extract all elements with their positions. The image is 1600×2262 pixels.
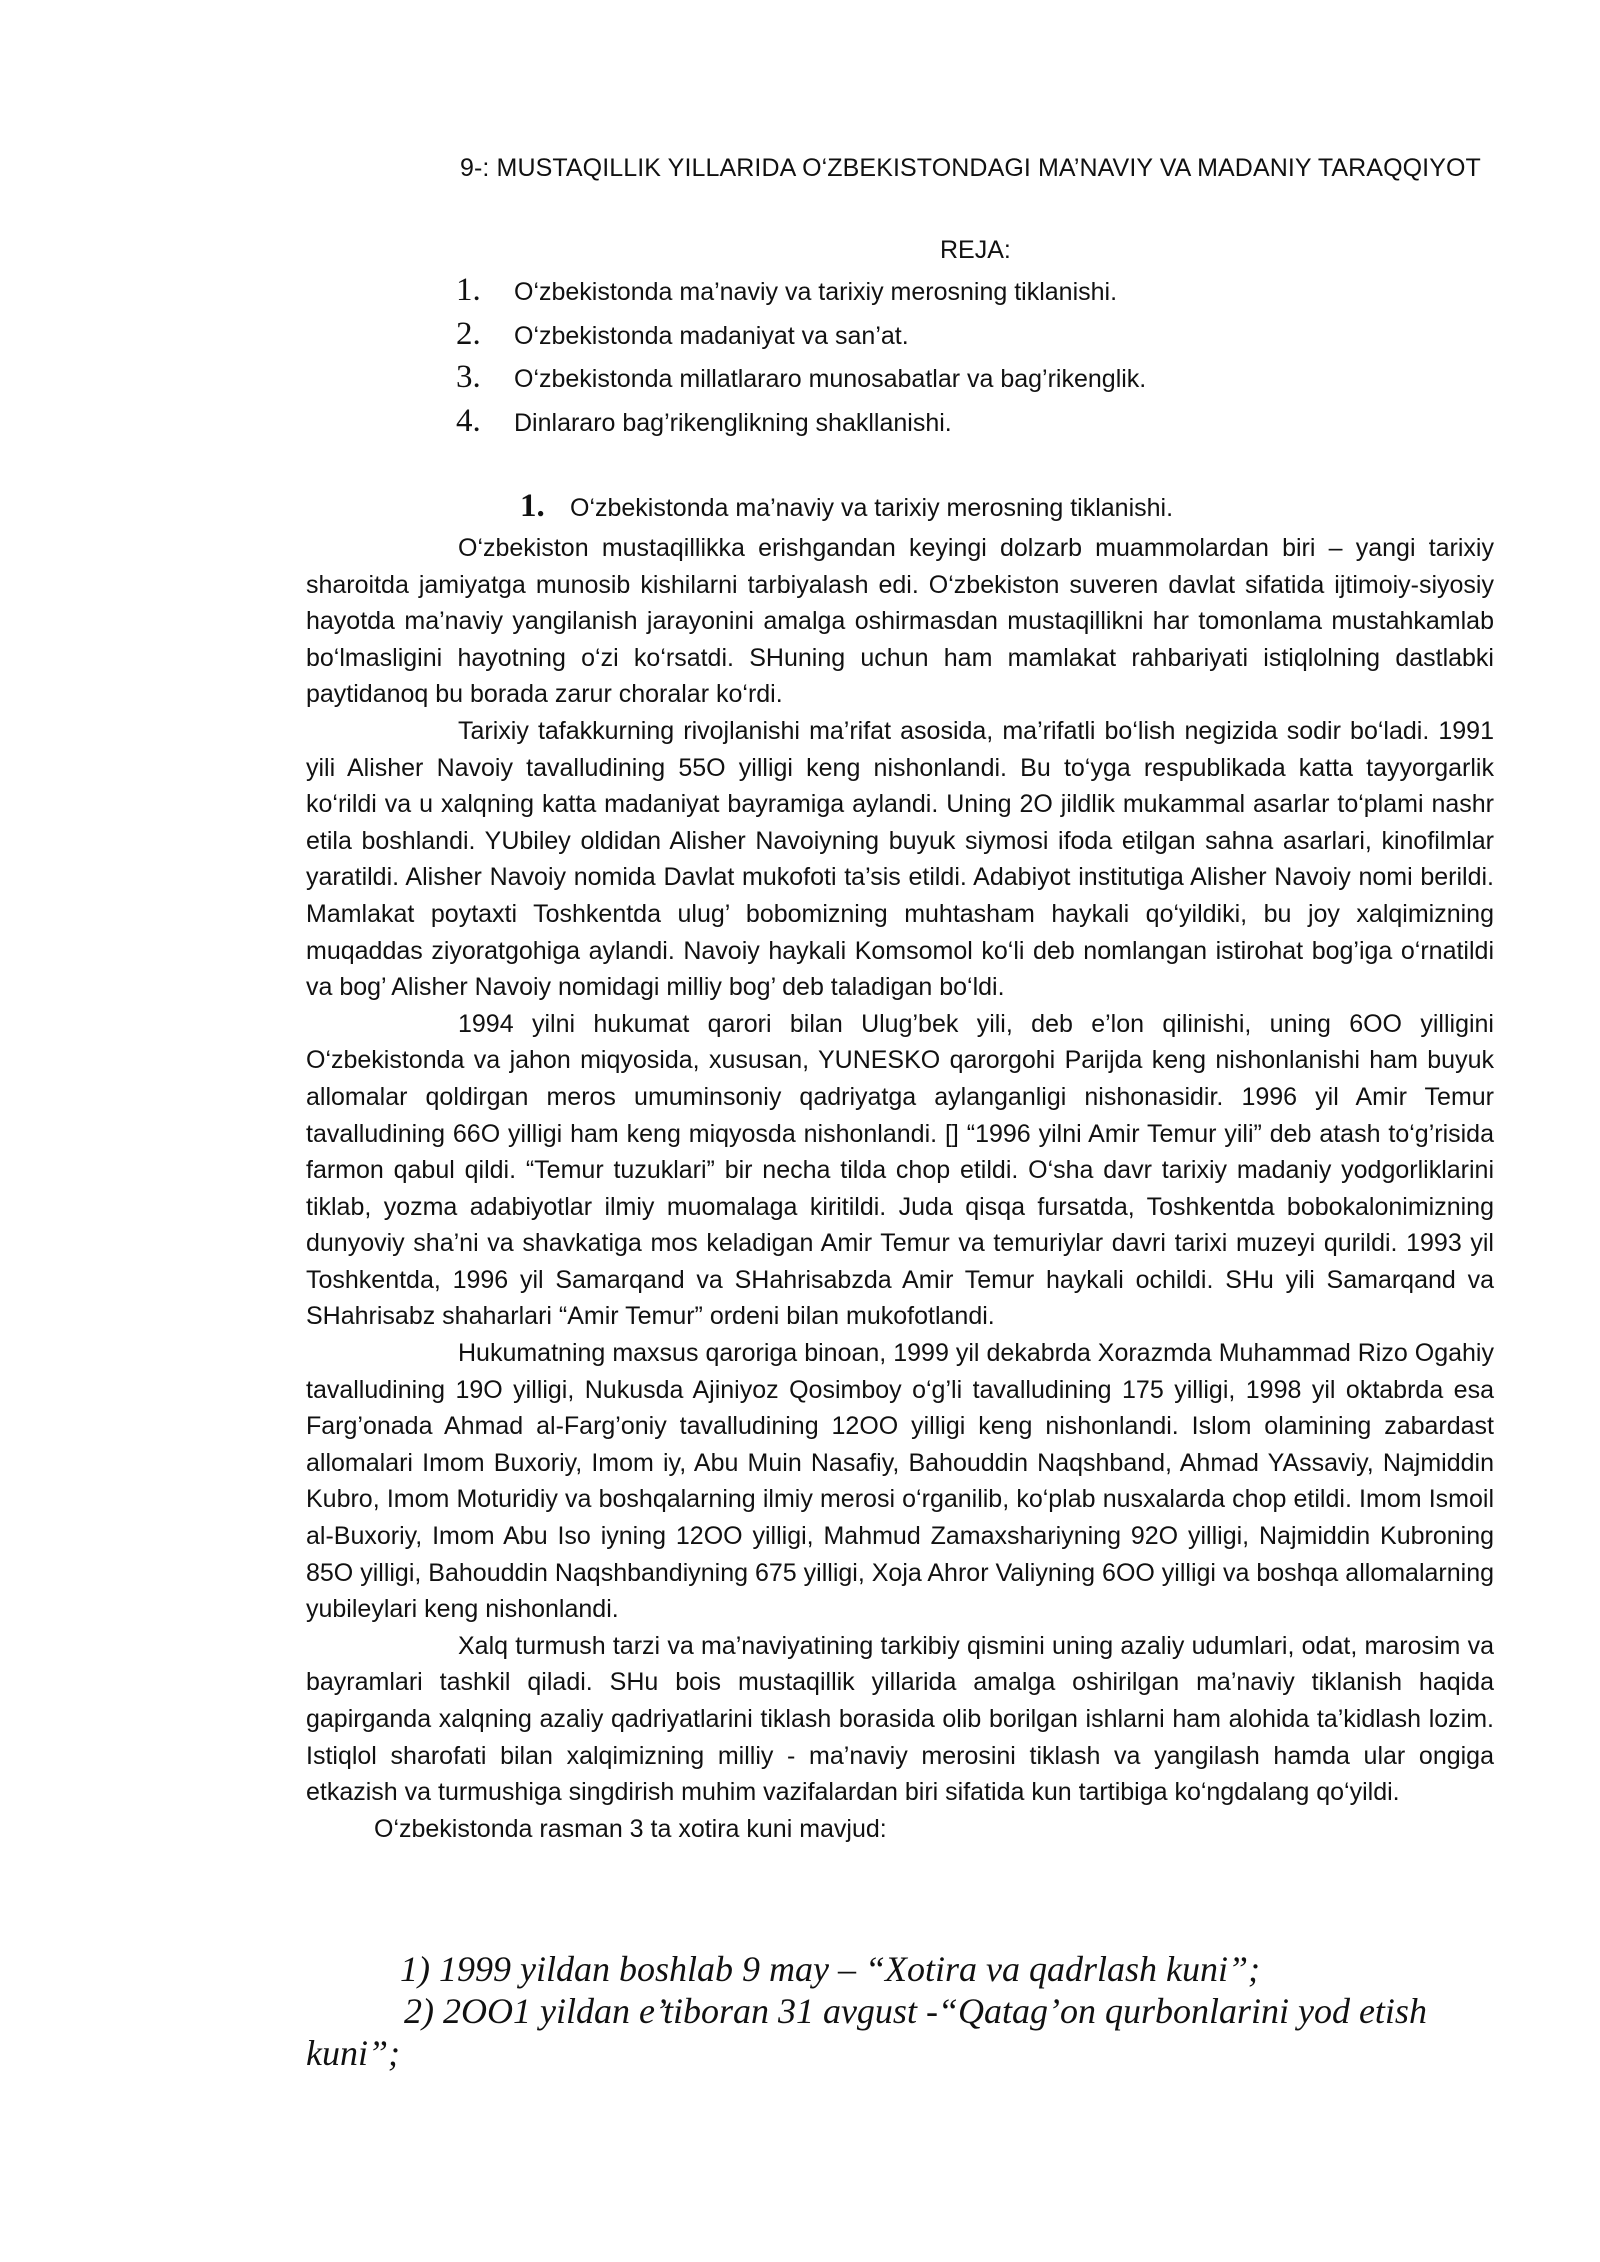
plan-item [456,272,1146,316]
plan-item-number: 2. [456,315,481,352]
plan-item-text: O‘zbekistonda madaniyat va san’at. [514,321,909,350]
plan-item-text: O‘zbekistonda ma’naviy va tarixiy merosning tiklanishi. [514,278,1118,306]
plan-item-text: Dinlararo bag’rikenglikning shakllanishi. [514,408,952,437]
body-paragraph: O‘zbekiston mustaqillikka erishgandan keyingi dolzarb muammolardan biri – yangi tarixiy sharoitda jamiyatga munosib kishilarni tarbiyalash edi. O‘zbekiston suveren davlat sifatida ijtimoiy-siyosiy hayotda ma’naviy yangilanish jarayonini amalga oshirmasdan mustaqillikni har tomonlama mustahkamlab bo‘lmasligini hayotning o‘zi ko‘rsatdi. SHuning uchun ham mamlakat rahbariyati istiqlolning dastlabki paytidanoq bu borada zarur choralar ko‘rdi. [306,534,1494,709]
plan-label: REJA: [940,236,1011,264]
body-paragraph: Hukumatning maxsus qaroriga binoan, 1999 yil dekabrda Xorazmda Muhammad Rizo Ogahiy tavalludining 19O yilligi, Nukusda Ajiniyoz Qosimboy o‘g’li tavalludining 175 yilligi, 1998 yil oktabrda esa Farg’onada Ahmad al-Farg’oniy tavalludining 12OO yilligi keng nishonlandi. Islom olamining zabardast allomalari Imom Buxoriy, Imom iy, Abu Muin Nasafiy, Bahouddin Naqshband, Ahmad YAssaviy, Najmiddin Kubro, Imom Moturidiy va boshqalarning ilmiy merosi o‘rganilib, ko‘plab nusxalarda chop etildi. Imom Ismoil al-Buxoriy, Imom Abu Iso iyning 12OO yilligi, Mahmud Zamaxshariyning 92O yilligi, Najmiddin Kubroning 85O yilligi, Bahouddin Naqshbandiyning 675 yilligi, Xoja Ahror Valiyning 6OO yilligi va boshqa allomalarning yubileylari keng nishonlandi. [306,1339,1494,1624]
plan-item [456,359,1146,403]
section-number: 1. [520,488,545,524]
memorial-intro: O‘zbekistonda rasman 3 ta xotira kuni mavjud: [374,1814,887,1843]
body-paragraph: Tarixiy tafakkurning rivojlanishi ma’rifat asosida, ma’rifatli bo‘lish negizida sodir bo‘ladi. 1991 yili Alisher Navoiy tavalludining 55O yilligi keng nishonlandi. Bu to‘yga respublikada katta tayyorgarlik ko‘rildi va u xalqning katta madaniyat bayramiga aylandi. Uning 2O jildlik mukammal asarlar to‘plami nashr etila boshlandi. YUbiley oldidan Alisher Navoiyning buyuk siymosi ifoda etilgan sahna asarlari, kinofilmlar yaratildi. Alisher Navoiy nomida Davlat mukofoti ta’sis etildi. Adabiyot institutiga Alisher Navoiy nomi berildi. Mamlakat poytaxti Toshkentda ulug’ bobomizning muhtasham haykali qo‘yildiki, bu joy xalqimizning muqaddas ziyoratgohiga aylandi. Navoiy haykali Komsomol ko‘li deb nomlangan istirohat bog’iga o‘rnatildi va bog’ Alisher Navoiy nomidagi milliy bog’ deb taladigan bo‘ldi. [306,716,1494,1002]
memorial-days-list [306,1948,1494,2074]
section-title: O‘zbekistonda ma’naviy va tarixiy merosning tiklanishi. [570,494,1174,522]
plan-item-number: 4. [456,402,481,439]
plan-item [456,403,1146,447]
body-paragraph: 1994 yilni hukumat qarori bilan Ulug’bek yili, deb e’lon qilinishi, uning 6OO yilligini O‘zbekistonda va jahon miqyosida, xususan, YUNESKO qarorgohi Parijda keng nishonlanishi ham buyuk allomalar qoldirgan meros umuminsoniy qadriyatga aylanganligi nishonasidir. 1996 yil Amir Temur tavalludining 66O yilligi ham keng miqyosda nishonlandi. [] “1996 yilni Amir Temur yili” deb atash to‘g’risida farmon qabul qildi. “Temur tuzuklari” bir necha tilda chop etildi. O‘sha davr tarixiy madaniy yodgorliklarini tiklab, yozma adabiyotlar ilmiy muomalaga kiritildi. Juda qisqa fursatda, Toshkentda bobokalonimizning dunyoviy sha’ni va shavkatiga mos keladigan Amir Temur va temuriylar davri tarixi muzeyi qurildi. 1993 yil Toshkentda, 1996 yil Samarqand va SHahrisabzda Amir Temur haykali ochildi. SHu yili Samarqand va SHahrisabz shaharlari “Amir Temur” ordeni bilan mukofotlandi. [306,1009,1494,1331]
body-paragraph: Xalq turmush tarzi va ma’naviyatining tarkibiy qismini uning azaliy udumlari, odat, marosim va bayramlari tashkil qiladi. SHu bois mustaqillik yillarida amalga oshirilgan ma’naviy tiklanish haqida gapirganda xalqning azaliy qadriyatlarini tiklash borasida olib borilgan ishlarni ham alohida ta’kidlash lozim. Istiqlol sharofati bilan xalqimizning milliy - ma’naviy merosini tiklash va yangilash hamda ular ongiga etkazish va turmushiga singdirish muhim vazifalardan biri sifatida kun tartibiga ko‘ngdalang qo‘yildi. [306,1631,1494,1807]
plan-item-number: 3. [456,359,481,395]
plan-item-number: 1. [456,272,481,308]
plan-item [456,316,1146,360]
memorial-day-item: 1) 1999 yildan boshlab 9 may – “Xotira va qadrlash kuni”; [400,1949,1260,1989]
memorial-day-item: 2) 2OO1 yildan e’tiboran 31 avgust -“Qatag’on qurbonlarini yod etish kuni”; [306,1991,1427,2073]
plan-item-text: O‘zbekistonda millatlararo munosabatlar va bag’rikenglik. [514,365,1147,393]
document-title: 9-: MUSTAQILLIK YILLARIDA O‘ZBEKISTONDAGI MA’NAVIY VA MADANIY TARAQQIYOT [460,154,1481,182]
section-heading [520,488,1173,525]
body-text [306,530,1494,1847]
plan-list [456,272,1146,446]
